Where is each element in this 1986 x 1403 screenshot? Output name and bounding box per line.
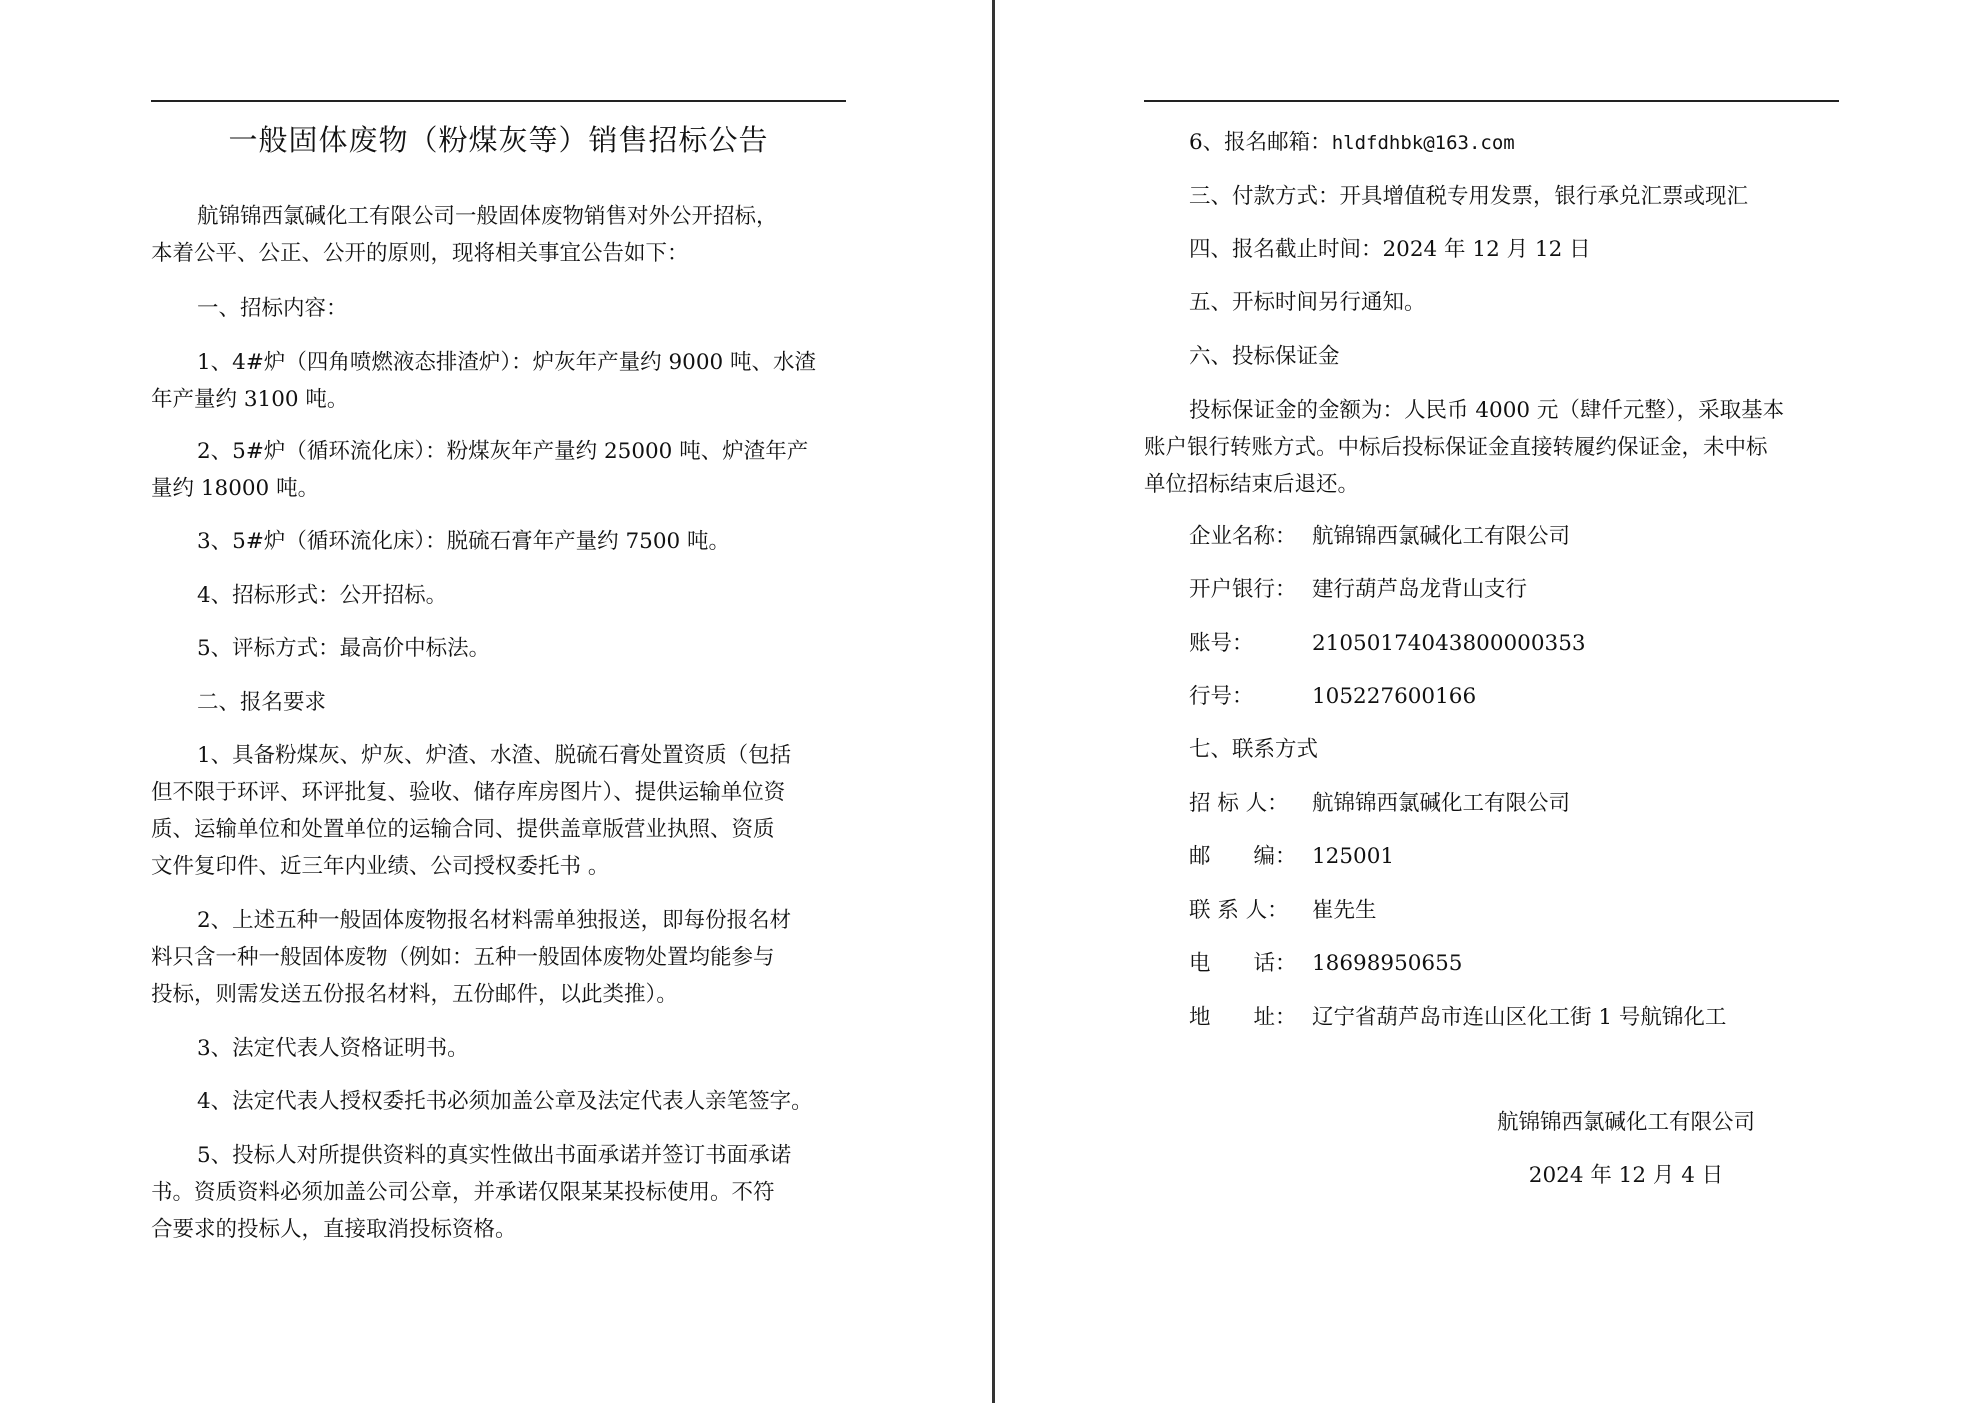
postcode-label: 邮 编： [1189, 844, 1297, 869]
address-label: 地 址： [1189, 1005, 1297, 1030]
item-5: 5、评标方式：最高价中标法。 [197, 636, 491, 661]
req-3: 3、法定代表人资格证明书。 [197, 1036, 469, 1061]
deposit-line-2: 账户银行转账方式。中标后投标保证金直接转履约保证金，未中标 [1144, 435, 1768, 460]
deposit-line-3: 单位招标结束后退还。 [1144, 472, 1360, 497]
intro-line-1: 航锦锦西氯碱化工有限公司一般固体废物销售对外公开招标， [197, 204, 778, 229]
section-6-heading: 六、投标保证金 [1189, 344, 1340, 369]
company-name-value: 航锦锦西氯碱化工有限公司 [1312, 524, 1571, 549]
section-1-heading: 一、招标内容： [197, 296, 348, 321]
contact-value: 崔先生 [1312, 898, 1377, 923]
bank-row [1189, 571, 1527, 608]
item-2-line-2: 量约 18000 吨。 [151, 476, 320, 501]
tenderer-label: 招 标 人： [1189, 791, 1289, 816]
bank-number-label: 行号： [1189, 684, 1254, 709]
right-page [996, 0, 1986, 1403]
phone-label: 电 话： [1189, 951, 1297, 976]
item-1-line-2: 年产量约 3100 吨。 [151, 387, 349, 412]
req-2-line-1: 2、上述五种一般固体废物报名材料需单独报送，即每份报名材 [197, 908, 792, 933]
signature-company: 航锦锦西氯碱化工有限公司 [1496, 1110, 1755, 1135]
document-title: 一般固体废物（粉煤灰等）销售招标公告 [228, 123, 769, 157]
contact-label: 联 系 人： [1189, 898, 1289, 923]
req-2-line-2: 料只含一种一般固体废物（例如：五种一般固体废物处置均能参与 [151, 945, 775, 970]
item-1-line-1: 1、4#炉（四角喷燃液态排渣炉）：炉灰年产量约 9000 吨、水渣 [197, 350, 817, 375]
req-5-line-3: 合要求的投标人，直接取消投标资格。 [151, 1217, 517, 1242]
section-5-opening: 五、开标时间另行通知。 [1189, 290, 1426, 315]
tenderer-value: 航锦锦西氯碱化工有限公司 [1312, 791, 1571, 816]
top-rule [151, 100, 846, 102]
item-2-line-1: 2、5#炉（循环流化床）：粉煤灰年产量约 25000 吨、炉渣年产 [197, 439, 809, 464]
req-5-line-2: 书。资质资料必须加盖公司公章，并承诺仅限某某投标使用。不符 [151, 1180, 775, 1205]
page-divider [992, 0, 995, 1403]
top-rule [1144, 100, 1839, 102]
req-5-line-1: 5、投标人对所提供资料的真实性做出书面承诺并签订书面承诺 [197, 1143, 792, 1168]
company-name-row [1189, 518, 1570, 555]
email-label: 6、报名邮箱： [1189, 130, 1332, 155]
contact-row [1189, 892, 1377, 929]
intro-line-2: 本着公平、公正、公开的原则，现将相关事宜公告如下： [151, 241, 689, 266]
address-row [1189, 999, 1726, 1036]
account-value: 21050174043800000353 [1312, 631, 1586, 656]
account-row [1189, 625, 1586, 662]
req-1-line-2: 但不限于环评、环评批复、验收、储存库房图片）、提供运输单位资 [151, 780, 786, 805]
account-label: 账号： [1189, 631, 1254, 656]
req-1-line-4: 文件复印件、近三年内业绩、公司授权委托书 。 [151, 854, 610, 879]
bank-value: 建行葫芦岛龙背山支行 [1312, 577, 1528, 602]
left-page [0, 0, 992, 1403]
email-address[interactable]: hldfdhbk@163.com [1331, 132, 1515, 154]
postcode-row [1189, 838, 1394, 875]
req-6-email-line [1189, 124, 1515, 162]
req-1-line-1: 1、具备粉煤灰、炉灰、炉渣、水渣、脱硫石膏处置资质（包括 [197, 743, 792, 768]
bank-number-row [1189, 678, 1476, 715]
phone-row [1189, 945, 1462, 982]
company-name-label: 企业名称： [1189, 524, 1297, 549]
bank-number-value: 105227600166 [1312, 684, 1477, 709]
signature-date: 2024 年 12 月 4 日 [1528, 1163, 1724, 1188]
section-2-heading: 二、报名要求 [197, 690, 327, 715]
req-2-line-3: 投标，则需发送五份报名材料，五份邮件，以此类推）。 [151, 982, 678, 1007]
section-3-payment: 三、付款方式：开具增值税专用发票，银行承兑汇票或现汇 [1189, 184, 1749, 209]
item-3: 3、5#炉（循环流化床）：脱硫石膏年产量约 7500 吨。 [197, 529, 731, 554]
phone-value: 18698950655 [1312, 951, 1463, 976]
bank-label: 开户银行： [1189, 577, 1297, 602]
section-4-deadline: 四、报名截止时间：2024 年 12 月 12 日 [1189, 237, 1591, 262]
address-value: 辽宁省葫芦岛市连山区化工街 1 号航锦化工 [1312, 1005, 1727, 1030]
postcode-value: 125001 [1312, 844, 1395, 869]
deposit-line-1: 投标保证金的金额为：人民币 4000 元（肆仟元整），采取基本 [1189, 398, 1785, 423]
req-1-line-3: 质、运输单位和处置单位的运输合同、提供盖章版营业执照、资质 [151, 817, 775, 842]
item-4: 4、招标形式：公开招标。 [197, 583, 448, 608]
req-4: 4、法定代表人授权委托书必须加盖公章及法定代表人亲笔签字。 [197, 1089, 813, 1114]
tenderer-row [1189, 785, 1570, 822]
section-7-heading: 七、联系方式 [1189, 737, 1319, 762]
